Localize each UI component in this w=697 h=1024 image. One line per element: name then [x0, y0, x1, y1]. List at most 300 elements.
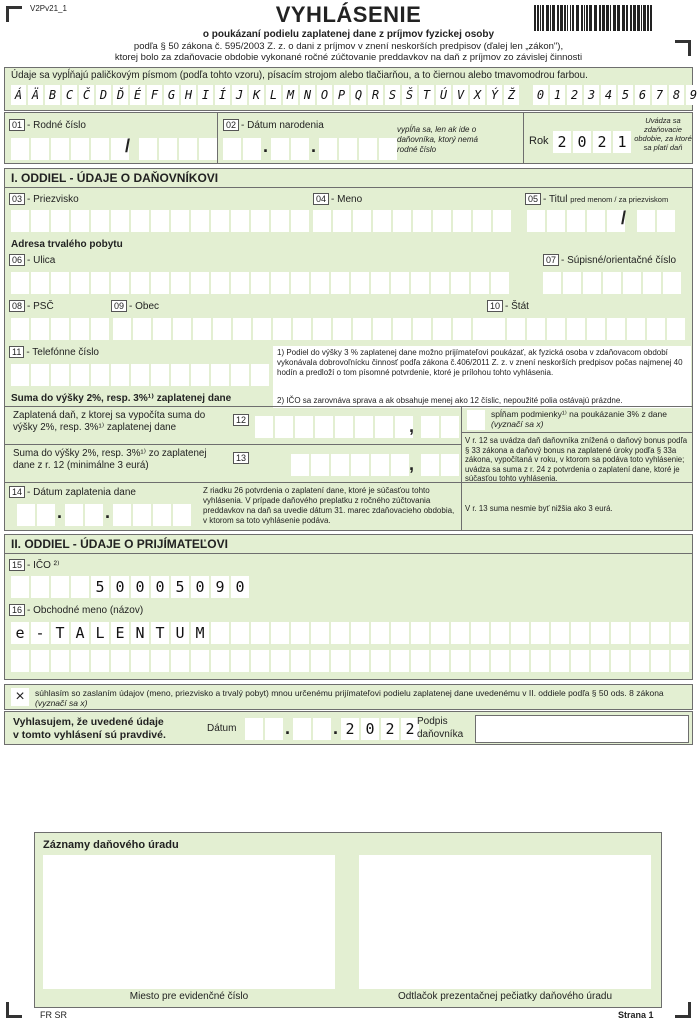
input-cell[interactable]: [251, 272, 269, 294]
input-cell[interactable]: [71, 576, 89, 598]
declaration-year[interactable]: [341, 718, 419, 740]
input-cell[interactable]: [91, 272, 109, 294]
input-cell[interactable]: [315, 416, 333, 438]
input-cell[interactable]: [191, 272, 209, 294]
birth-date-day[interactable]: [223, 138, 261, 160]
input-cell[interactable]: [37, 504, 55, 526]
postal-code-input[interactable]: [11, 318, 109, 340]
input-cell[interactable]: [411, 272, 429, 294]
input-cell[interactable]: [431, 650, 449, 672]
input-cell[interactable]: 0: [151, 576, 169, 598]
input-cell[interactable]: [51, 650, 69, 672]
input-cell[interactable]: [31, 650, 49, 672]
input-cell[interactable]: [373, 210, 391, 232]
input-cell[interactable]: T: [51, 622, 69, 644]
input-cell[interactable]: [631, 622, 649, 644]
birth-date-month[interactable]: [271, 138, 309, 160]
input-cell[interactable]: [31, 576, 49, 598]
input-cell[interactable]: [441, 454, 459, 476]
input-cell[interactable]: [171, 364, 189, 386]
input-cell[interactable]: [133, 504, 151, 526]
recipient-name-row2[interactable]: [11, 650, 689, 672]
f04-label: 04 - Meno: [313, 193, 362, 205]
input-cell[interactable]: [11, 364, 29, 386]
f14-label: 14 - Dátum zaplatenia dane: [9, 486, 136, 498]
input-cell[interactable]: [271, 210, 289, 232]
input-cell[interactable]: [291, 650, 309, 672]
input-cell[interactable]: [313, 718, 331, 740]
input-cell[interactable]: 5: [171, 576, 189, 598]
input-cell[interactable]: [567, 318, 585, 340]
tax-year[interactable]: [553, 131, 631, 153]
input-cell[interactable]: [193, 318, 211, 340]
input-cell[interactable]: [611, 650, 629, 672]
input-cell[interactable]: [331, 650, 349, 672]
input-cell[interactable]: [421, 416, 439, 438]
input-cell[interactable]: 2: [401, 718, 419, 740]
input-cell[interactable]: [631, 650, 649, 672]
input-cell[interactable]: [391, 650, 409, 672]
input-cell[interactable]: [393, 210, 411, 232]
input-cell[interactable]: [551, 650, 569, 672]
birth-number-part1[interactable]: [11, 138, 129, 160]
f13-num: 13: [233, 452, 251, 464]
input-cell[interactable]: [651, 650, 669, 672]
input-cell[interactable]: [413, 318, 431, 340]
input-cell[interactable]: [11, 138, 29, 160]
input-cell[interactable]: [527, 318, 545, 340]
tax-paid-cents[interactable]: [421, 416, 459, 438]
input-cell[interactable]: [671, 650, 689, 672]
input-cell[interactable]: [291, 454, 309, 476]
input-cell[interactable]: [431, 272, 449, 294]
share-amount-cents[interactable]: [421, 454, 459, 476]
input-cell[interactable]: A: [71, 622, 89, 644]
sample-char: Č: [79, 85, 94, 105]
input-cell[interactable]: [255, 416, 273, 438]
input-cell[interactable]: 0: [131, 576, 149, 598]
input-cell[interactable]: [159, 138, 177, 160]
input-cell[interactable]: [65, 504, 83, 526]
input-cell[interactable]: [71, 650, 89, 672]
input-cell[interactable]: [587, 210, 605, 232]
input-cell[interactable]: [171, 210, 189, 232]
input-cell[interactable]: [131, 210, 149, 232]
input-cell[interactable]: [91, 318, 109, 340]
input-cell[interactable]: [433, 318, 451, 340]
input-cell[interactable]: 0: [191, 576, 209, 598]
input-cell[interactable]: 2: [593, 131, 611, 153]
input-cell[interactable]: [17, 504, 35, 526]
input-cell[interactable]: [551, 622, 569, 644]
input-cell[interactable]: [563, 272, 581, 294]
input-cell[interactable]: [275, 416, 293, 438]
recipient-ico[interactable]: [11, 576, 249, 598]
payment-date-month[interactable]: [65, 504, 103, 526]
input-cell[interactable]: 0: [361, 718, 379, 740]
input-cell[interactable]: [431, 622, 449, 644]
input-cell[interactable]: [373, 318, 391, 340]
input-cell[interactable]: [31, 138, 49, 160]
input-cell[interactable]: [11, 272, 29, 294]
input-cell[interactable]: T: [151, 622, 169, 644]
input-cell[interactable]: [171, 272, 189, 294]
input-cell[interactable]: [113, 504, 131, 526]
input-cell[interactable]: [507, 318, 525, 340]
input-cell[interactable]: [487, 318, 505, 340]
input-cell[interactable]: [173, 318, 191, 340]
input-cell[interactable]: [311, 454, 329, 476]
input-cell[interactable]: [391, 454, 409, 476]
input-cell[interactable]: [667, 318, 685, 340]
input-cell[interactable]: [331, 454, 349, 476]
input-cell[interactable]: [173, 504, 191, 526]
input-cell[interactable]: [371, 650, 389, 672]
input-cell[interactable]: [31, 272, 49, 294]
input-cell[interactable]: [131, 364, 149, 386]
input-cell[interactable]: [511, 622, 529, 644]
r13-note: V r. 13 suma nesmie byť nižšia ako 3 eurá.: [465, 504, 613, 513]
payment-date-day[interactable]: [17, 504, 55, 526]
input-cell[interactable]: [547, 318, 565, 340]
input-cell[interactable]: [411, 622, 429, 644]
input-cell[interactable]: [311, 622, 329, 644]
declaration-day[interactable]: [245, 718, 283, 740]
title-after-input[interactable]: [637, 210, 675, 232]
input-cell[interactable]: 2: [381, 718, 399, 740]
input-cell[interactable]: [233, 318, 251, 340]
input-cell[interactable]: 0: [111, 576, 129, 598]
input-cell[interactable]: [471, 650, 489, 672]
recipient-name-row1[interactable]: [11, 622, 689, 644]
input-cell[interactable]: [191, 210, 209, 232]
input-cell[interactable]: [11, 576, 29, 598]
input-cell[interactable]: [335, 416, 353, 438]
first-name-input[interactable]: [313, 210, 511, 232]
input-cell[interactable]: [333, 318, 351, 340]
input-cell[interactable]: [333, 210, 351, 232]
section2-title: II. ODDIEL - ÚDAJE O PRIJÍMATEĽOVI: [4, 534, 693, 554]
input-cell[interactable]: [265, 718, 283, 740]
input-cell[interactable]: [85, 504, 103, 526]
input-cell[interactable]: [171, 650, 189, 672]
input-cell[interactable]: [271, 622, 289, 644]
f10-label: 10 - Štát: [487, 300, 529, 312]
input-cell[interactable]: 0: [573, 131, 591, 153]
declaration-month[interactable]: [293, 718, 331, 740]
input-cell[interactable]: [379, 138, 397, 160]
input-cell[interactable]: [211, 210, 229, 232]
input-cell[interactable]: [251, 210, 269, 232]
input-cell[interactable]: [271, 138, 289, 160]
input-cell[interactable]: [151, 364, 169, 386]
input-cell[interactable]: [543, 272, 561, 294]
input-cell[interactable]: [607, 318, 625, 340]
input-cell[interactable]: [491, 622, 509, 644]
input-cell[interactable]: [71, 272, 89, 294]
phone-input[interactable]: [11, 364, 269, 386]
input-cell[interactable]: [71, 210, 89, 232]
input-cell[interactable]: U: [171, 622, 189, 644]
input-cell[interactable]: [31, 318, 49, 340]
surname-input[interactable]: [11, 210, 309, 232]
consent-text: súhlasím so zaslaním údajov (meno, priezvisko a trvalý pobyt) mnou určenému prijímateľovi podielu zaplatenej dane uvedenému v II. oddiele podľa § 50 ods. 8 zákona (vyznačí sa x): [35, 688, 664, 708]
input-cell[interactable]: [547, 210, 565, 232]
country-input[interactable]: [487, 318, 685, 340]
input-cell[interactable]: [131, 650, 149, 672]
sample-char: O: [317, 85, 332, 105]
input-cell[interactable]: [151, 650, 169, 672]
input-cell[interactable]: [319, 138, 337, 160]
input-cell[interactable]: [243, 138, 261, 160]
input-cell[interactable]: [371, 272, 389, 294]
input-cell[interactable]: [371, 622, 389, 644]
input-cell[interactable]: [11, 650, 29, 672]
input-cell[interactable]: [231, 622, 249, 644]
share-amount-comma: ,: [409, 454, 415, 474]
instruction-area: [4, 67, 697, 111]
input-cell[interactable]: [531, 650, 549, 672]
input-cell[interactable]: [291, 272, 309, 294]
input-cell[interactable]: [223, 138, 241, 160]
input-cell[interactable]: [291, 210, 309, 232]
input-cell[interactable]: [293, 718, 311, 740]
input-cell[interactable]: [11, 318, 29, 340]
input-cell[interactable]: [91, 210, 109, 232]
input-cell[interactable]: [471, 272, 489, 294]
input-cell[interactable]: [131, 272, 149, 294]
f02-note: vypĺňa sa, len ak ide o daňovníka, ktorý nemá rodné číslo: [397, 125, 478, 154]
input-cell[interactable]: [191, 650, 209, 672]
input-cell[interactable]: [643, 272, 661, 294]
input-cell[interactable]: [111, 272, 129, 294]
input-cell[interactable]: [179, 138, 197, 160]
input-cell[interactable]: [663, 272, 681, 294]
f07-label: 07 - Súpisné/orientačné číslo: [543, 254, 676, 266]
input-cell[interactable]: [133, 318, 151, 340]
input-cell[interactable]: [213, 318, 231, 340]
input-cell[interactable]: [51, 138, 69, 160]
input-cell[interactable]: [351, 454, 369, 476]
input-cell[interactable]: N: [131, 622, 149, 644]
note-1: 1) Podiel do výšky 3 % zaplatenej dane možno prijímateľovi poukázať, ak fyzická osoba v zdaňovacom období vykonávala dobrovoľnícku činnosť podľa zákona č.406/2011 Z. z. v znení neskorších predpisov počas najmenej 40 hodín a predloží o tom písomné potvrdenie, ktoré je prílohou tohto vyhlásenia.: [277, 348, 683, 377]
input-cell[interactable]: e: [11, 622, 29, 644]
input-cell[interactable]: [391, 622, 409, 644]
input-cell[interactable]: [451, 650, 469, 672]
input-cell[interactable]: [313, 318, 331, 340]
city-input[interactable]: [113, 318, 491, 340]
input-cell[interactable]: M: [191, 622, 209, 644]
birth-number-part2[interactable]: [139, 138, 217, 160]
input-cell[interactable]: [391, 272, 409, 294]
sample-char: G: [164, 85, 179, 105]
input-cell[interactable]: [139, 138, 157, 160]
input-cell[interactable]: [375, 416, 393, 438]
input-cell[interactable]: [251, 650, 269, 672]
street-input[interactable]: [11, 272, 509, 294]
left-caption: Miesto pre evidenčné číslo: [129, 991, 249, 1002]
input-cell[interactable]: [421, 454, 439, 476]
input-cell[interactable]: [351, 650, 369, 672]
input-cell[interactable]: [51, 318, 69, 340]
input-cell[interactable]: [353, 318, 371, 340]
input-cell[interactable]: [311, 272, 329, 294]
declaration-dot1: .: [285, 718, 291, 738]
input-cell[interactable]: [351, 272, 369, 294]
payment-date-dot1: .: [57, 502, 63, 522]
title-before-input[interactable]: [527, 210, 625, 232]
input-cell[interactable]: [651, 622, 669, 644]
input-cell[interactable]: [151, 272, 169, 294]
input-cell[interactable]: [473, 210, 491, 232]
barcode: [534, 5, 654, 31]
input-cell[interactable]: [359, 138, 377, 160]
input-cell[interactable]: 2: [553, 131, 571, 153]
input-cell[interactable]: [231, 272, 249, 294]
input-cell[interactable]: [591, 622, 609, 644]
input-cell[interactable]: [111, 210, 129, 232]
input-cell[interactable]: [291, 622, 309, 644]
input-cell[interactable]: 9: [211, 576, 229, 598]
input-cell[interactable]: [153, 504, 171, 526]
input-cell[interactable]: [211, 364, 229, 386]
input-cell[interactable]: [627, 318, 645, 340]
input-cell[interactable]: [355, 416, 373, 438]
input-cell[interactable]: [211, 650, 229, 672]
input-cell[interactable]: L: [91, 622, 109, 644]
input-cell[interactable]: [153, 318, 171, 340]
input-cell[interactable]: E: [111, 622, 129, 644]
input-cell[interactable]: [251, 622, 269, 644]
input-cell[interactable]: [491, 650, 509, 672]
input-cell[interactable]: [451, 272, 469, 294]
share-amount-euros[interactable]: [291, 454, 409, 476]
input-cell[interactable]: [251, 364, 269, 386]
input-cell[interactable]: [51, 364, 69, 386]
input-cell[interactable]: [393, 318, 411, 340]
input-cell[interactable]: [231, 210, 249, 232]
input-cell[interactable]: [51, 210, 69, 232]
sample-char: 8: [669, 85, 684, 105]
input-cell[interactable]: 2: [341, 718, 359, 740]
input-cell[interactable]: [291, 138, 309, 160]
input-cell[interactable]: [331, 622, 349, 644]
input-cell[interactable]: [571, 622, 589, 644]
declaration-area: [4, 711, 693, 745]
input-cell[interactable]: [351, 622, 369, 644]
input-cell[interactable]: [591, 650, 609, 672]
input-cell[interactable]: [433, 210, 451, 232]
input-cell[interactable]: [491, 272, 509, 294]
input-cell[interactable]: -: [31, 622, 49, 644]
input-cell[interactable]: [113, 318, 131, 340]
input-cell[interactable]: [411, 650, 429, 672]
three-percent-checkbox[interactable]: [467, 410, 485, 430]
input-cell[interactable]: [331, 272, 349, 294]
title-slash: /: [621, 208, 627, 228]
input-cell[interactable]: [671, 622, 689, 644]
input-cell[interactable]: [151, 210, 169, 232]
input-cell[interactable]: 5: [91, 576, 109, 598]
input-cell[interactable]: [567, 210, 585, 232]
input-cell[interactable]: [471, 622, 489, 644]
input-cell[interactable]: [339, 138, 357, 160]
input-cell[interactable]: [313, 210, 331, 232]
input-cell[interactable]: [253, 318, 271, 340]
input-cell[interactable]: [647, 318, 665, 340]
input-cell[interactable]: [199, 138, 217, 160]
office-title: Záznamy daňového úradu: [43, 839, 179, 851]
input-cell[interactable]: [91, 138, 109, 160]
input-cell[interactable]: 1: [613, 131, 631, 153]
input-cell[interactable]: [637, 210, 655, 232]
input-cell[interactable]: [441, 416, 459, 438]
input-cell[interactable]: [111, 650, 129, 672]
input-cell[interactable]: 0: [231, 576, 249, 598]
input-cell[interactable]: [271, 272, 289, 294]
f12-num: 12: [233, 414, 251, 426]
input-cell[interactable]: [211, 622, 229, 644]
input-cell[interactable]: [271, 650, 289, 672]
input-cell[interactable]: [353, 210, 371, 232]
input-cell[interactable]: [311, 650, 329, 672]
f01-label: 01 - Rodné číslo: [9, 119, 86, 131]
input-cell[interactable]: [611, 622, 629, 644]
input-cell[interactable]: [453, 210, 471, 232]
tax-paid-euros[interactable]: [255, 416, 413, 438]
input-cell[interactable]: [231, 650, 249, 672]
input-cell[interactable]: [657, 210, 675, 232]
input-cell[interactable]: [413, 210, 431, 232]
input-cell[interactable]: [211, 272, 229, 294]
input-cell[interactable]: [71, 364, 89, 386]
input-cell[interactable]: [571, 650, 589, 672]
consent-checkbox[interactable]: ×: [11, 688, 29, 706]
input-cell[interactable]: [583, 272, 601, 294]
input-cell[interactable]: [245, 718, 263, 740]
input-cell[interactable]: [453, 318, 471, 340]
house-number-input[interactable]: [543, 272, 681, 294]
input-cell[interactable]: [293, 318, 311, 340]
input-cell[interactable]: [295, 416, 313, 438]
input-cell[interactable]: [51, 576, 69, 598]
input-cell[interactable]: [11, 210, 29, 232]
input-cell[interactable]: [111, 364, 129, 386]
input-cell[interactable]: [493, 210, 511, 232]
input-cell[interactable]: [231, 364, 249, 386]
birth-date-year[interactable]: [319, 138, 397, 160]
input-cell[interactable]: [71, 138, 89, 160]
input-cell[interactable]: [371, 454, 389, 476]
input-cell[interactable]: [531, 622, 549, 644]
input-cell[interactable]: [31, 210, 49, 232]
signature-box[interactable]: [475, 715, 689, 743]
input-cell[interactable]: [191, 364, 209, 386]
input-cell[interactable]: [91, 364, 109, 386]
input-cell[interactable]: [451, 622, 469, 644]
input-cell[interactable]: [273, 318, 291, 340]
input-cell[interactable]: [527, 210, 545, 232]
input-cell[interactable]: [91, 650, 109, 672]
input-cell[interactable]: [587, 318, 605, 340]
input-cell[interactable]: [511, 650, 529, 672]
input-cell[interactable]: [31, 364, 49, 386]
input-cell[interactable]: [71, 318, 89, 340]
input-cell[interactable]: [603, 272, 621, 294]
payment-date-year[interactable]: [113, 504, 191, 526]
input-cell[interactable]: [623, 272, 641, 294]
input-cell[interactable]: [51, 272, 69, 294]
